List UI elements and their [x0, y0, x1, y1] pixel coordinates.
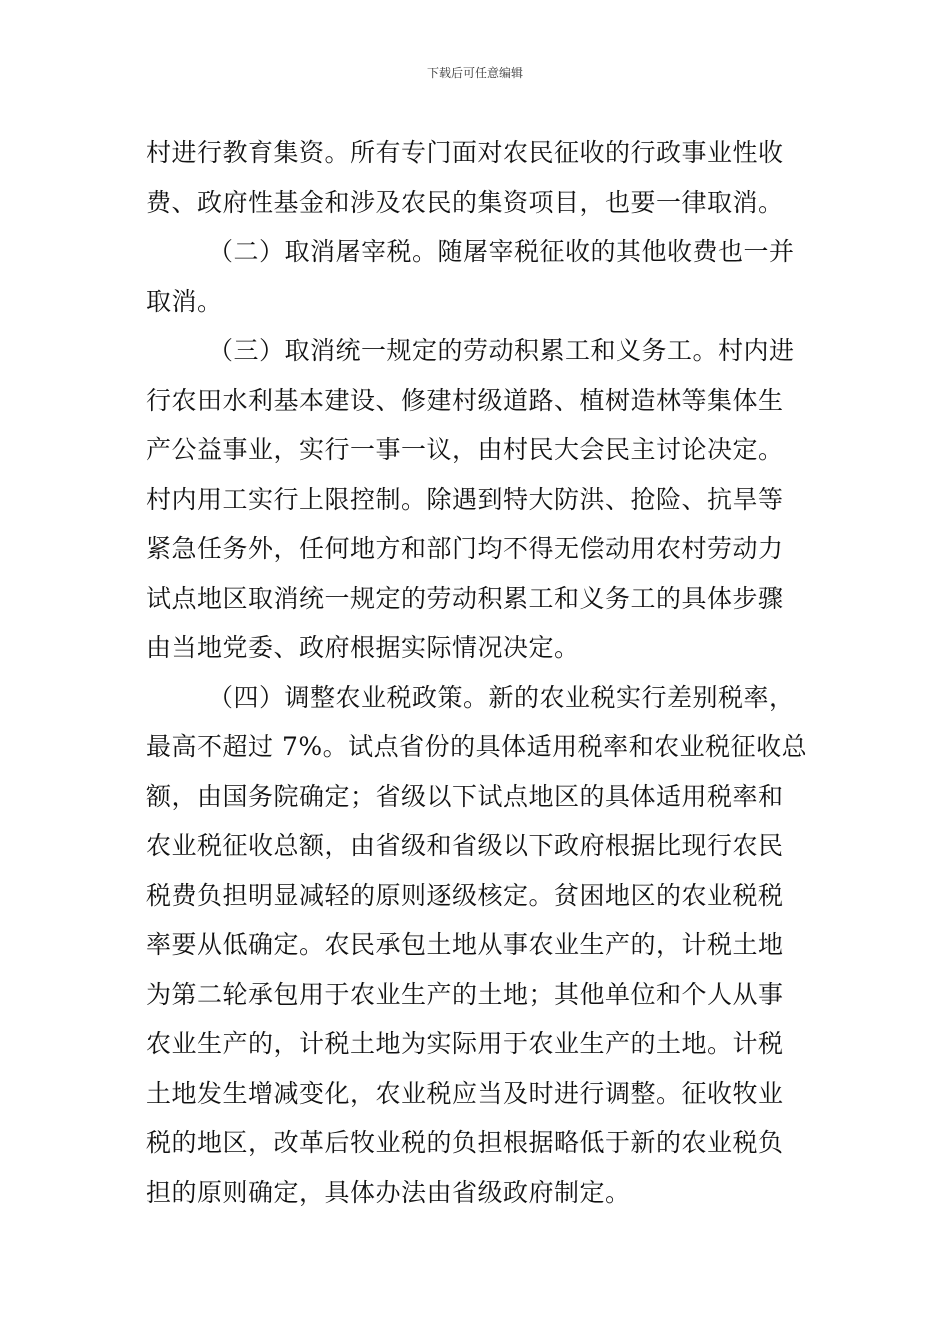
- text-line: 村进行教育集资。所有专门面对农民征收的行政事业性收: [146, 138, 784, 167]
- text-line: 税的地区，改革后牧业税的负担根据略低于新的农业税负: [146, 1128, 784, 1157]
- text-line: 产公益事业，实行一事一议，由村民大会民主讨论决定。: [146, 435, 784, 464]
- text-line: 率要从低确定。农民承包土地从事农业生产的，计税土地: [146, 930, 784, 959]
- text-line: 为第二轮承包用于农业生产的土地；其他单位和个人从事: [146, 979, 784, 1009]
- text-line: 试点地区取消统一规定的劳动积累工和义务工的具体步骤: [146, 583, 784, 613]
- page-header: 下载后可任意编辑: [426, 66, 523, 80]
- text-line: 额，由国务院确定；省级以下试点地区的具体适用税率和: [146, 781, 784, 811]
- text-line: 由当地党委、政府根据实际情况决定。: [146, 633, 580, 662]
- text-line: 土地发生增减变化，农业税应当及时进行调整。征收牧业: [146, 1078, 784, 1108]
- document-body: [146, 128, 816, 1217]
- text-line: 费、政府性基金和涉及农民的集资项目，也要一律取消。: [146, 187, 784, 217]
- text-line: 取消。: [146, 286, 223, 316]
- text-line: 担的原则确定，具体办法由省级政府制定。: [146, 1177, 631, 1207]
- text-line: 农业税征收总额，由省级和省级以下政府根据比现行农民: [146, 831, 784, 860]
- text-line: 行农田水利基本建设、修建村级道路、植树造林等集体生: [146, 385, 784, 415]
- text-line: 最高不超过 7%。试点省份的具体适用税率和农业税征收总: [146, 732, 808, 761]
- text-line: （四）调整农业税政策。新的农业税实行差别税率，: [208, 682, 795, 712]
- text-line: 农业生产的，计税土地为实际用于农业生产的土地。计税: [146, 1029, 784, 1058]
- text-line: 村内用工实行上限控制。除遇到特大防洪、抢险、抗旱等: [146, 484, 784, 514]
- text-line: 税费负担明显减轻的原则逐级核定。贫困地区的农业税税: [146, 880, 784, 910]
- text-line: 紧急任务外，任何地方和部门均不得无偿动用农村劳动力: [146, 534, 784, 563]
- text-line: （三）取消统一规定的劳动积累工和义务工。村内进: [208, 336, 795, 365]
- text-line: （二）取消屠宰税。随屠宰税征收的其他收费也一并: [208, 237, 795, 266]
